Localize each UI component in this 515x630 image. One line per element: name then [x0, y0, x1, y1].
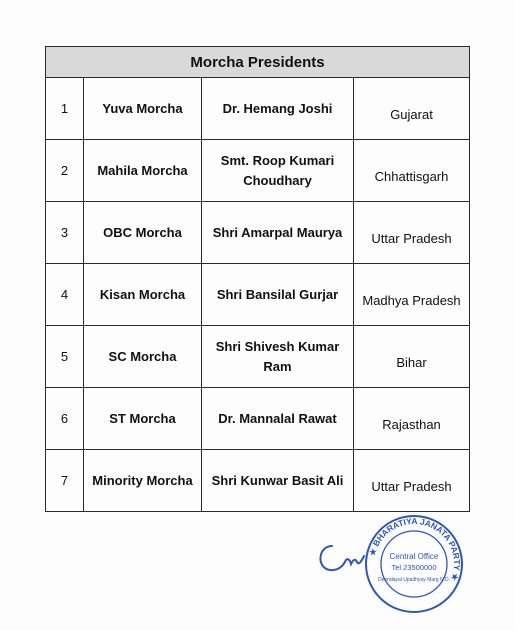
president-name: Shri Amarpal Maurya: [202, 202, 354, 264]
president-name: Dr. Hemang Joshi: [202, 78, 354, 140]
morcha-name: Mahila Morcha: [84, 140, 202, 202]
state-name: Bihar: [396, 354, 427, 370]
stamp-address-text: Deendayal Upadhyay Marg N.D.: [378, 577, 450, 583]
state-cell: [354, 326, 470, 388]
state-cell: [354, 264, 470, 326]
row-number: 2: [46, 140, 84, 202]
state-name: Chhattisgarh: [374, 168, 449, 184]
state-cell: [354, 202, 470, 264]
row-number: 6: [46, 388, 84, 450]
table-row: [46, 140, 470, 202]
row-number: 3: [46, 202, 84, 264]
row-number: 7: [46, 450, 84, 512]
table-row: [46, 450, 470, 512]
state-cell: [354, 450, 470, 512]
stamp-phone-text: Tel 23500000: [391, 563, 437, 572]
president-name: Dr. Mannalal Rawat: [202, 388, 354, 450]
table-row: [46, 264, 470, 326]
state-name: Gujarat: [390, 106, 433, 122]
stamp-office-text: Central Office: [389, 552, 439, 561]
state-name: Rajasthan: [382, 416, 441, 432]
row-number: 5: [46, 326, 84, 388]
state-name: Uttar Pradesh: [371, 478, 452, 494]
table-row: [46, 78, 470, 140]
table-row: [46, 202, 470, 264]
morcha-name: Minority Morcha: [84, 450, 202, 512]
morcha-name: OBC Morcha: [84, 202, 202, 264]
state-name: Uttar Pradesh: [371, 230, 452, 246]
state-cell: [354, 78, 470, 140]
party-seal-stamp: [362, 512, 466, 616]
state-cell: [354, 388, 470, 450]
state-cell: [354, 140, 470, 202]
president-name: Shri Bansilal Gurjar: [202, 264, 354, 326]
morcha-presidents-table: [45, 46, 470, 512]
state-name: Madhya Pradesh: [362, 292, 461, 308]
morcha-name: Yuva Morcha: [84, 78, 202, 140]
row-number: 4: [46, 264, 84, 326]
morcha-name: SC Morcha: [84, 326, 202, 388]
president-name: Smt. Roop Kumari Choudhary: [202, 140, 354, 202]
row-number: 1: [46, 78, 84, 140]
president-name: Shri Kunwar Basit Ali: [202, 450, 354, 512]
morcha-name: Kisan Morcha: [84, 264, 202, 326]
stamp-ring-text: ★ BHARATIYA JANATA PARTY ★: [366, 515, 463, 583]
table-title: Morcha Presidents: [46, 47, 470, 78]
morcha-name: ST Morcha: [84, 388, 202, 450]
table-row: [46, 326, 470, 388]
president-name: Shri Shivesh Kumar Ram: [202, 326, 354, 388]
table-row: [46, 388, 470, 450]
